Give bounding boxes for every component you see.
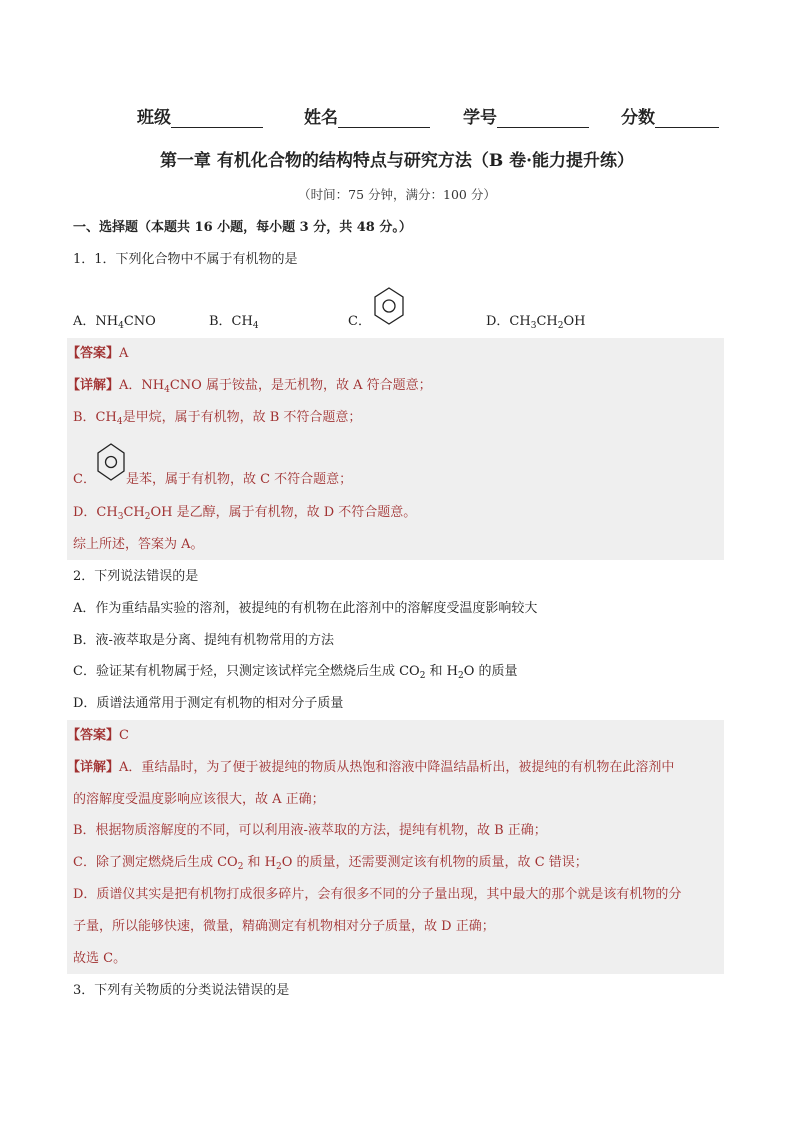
class-label: 班级	[137, 108, 171, 128]
section-heading: 一、选择题（本题共 16 小题，每小题 3 分，共 48 分。）	[73, 220, 412, 235]
class-blank[interactable]	[171, 111, 263, 128]
q2-detail-a: 【详解】A．重结晶时，为了便于被提纯的物质从热饱和溶液中降温结晶析出，被提纯的有机物在此溶剂中	[67, 760, 675, 775]
q2-detail-c: C．除了测定燃烧后生成 $CO_2$ 和 $H_2O$ 的质量，还需要测定该有机物的质量，故 C 错误；	[73, 855, 588, 872]
q1-option-d[interactable]: D．$CH_3CH_2OH$	[486, 314, 586, 331]
benzene-ring-icon-detail	[96, 442, 126, 482]
q1-detail-b: B．$CH_4$是甲烷，属于有机物，故 B 不符合题意；	[73, 410, 362, 427]
q1-stem: 1．1．下列化合物中不属于有机物的是	[73, 252, 298, 267]
name-blank[interactable]	[338, 111, 430, 128]
score-field	[621, 103, 719, 128]
class-field	[137, 103, 263, 128]
q1-option-c[interactable]: C．	[348, 314, 371, 329]
q2-answer: 【答案】C	[67, 728, 129, 743]
page-subtitle: （时间：75 分钟，满分：100 分）	[298, 187, 496, 202]
q2-detail-a-cont: 的溶解度受温度影响应该很大，故 A 正确；	[73, 792, 325, 807]
name-label: 姓名	[304, 108, 338, 128]
q2-detail-d: D．质谱仪其实是把有机物打成很多碎片，会有很多不同的分子量出现，其中最大的那个就是该有机物的分	[73, 887, 682, 902]
q2-option-d[interactable]: D．质谱法通常用于测定有机物的相对分子质量	[73, 696, 344, 711]
benzene-ring-icon	[372, 286, 406, 326]
q2-summary: 故选 C。	[73, 951, 127, 966]
score-label: 分数	[621, 108, 655, 128]
number-label: 学号	[463, 108, 497, 128]
q1-summary: 综上所述，答案为 A。	[73, 537, 204, 552]
page-title: 第一章 有机化合物的结构特点与研究方法（B 卷·能力提升练）	[159, 151, 635, 171]
q1-option-a[interactable]: A．$NH_4CNO$	[73, 314, 156, 331]
q2-option-c[interactable]: C．验证某有机物属于烃，只测定该试样完全燃烧后生成 $CO_2$ 和 $H_2O$ 的质量	[73, 664, 518, 681]
number-blank[interactable]	[497, 111, 589, 128]
q1-detail-d: D．$CH_3CH_2OH$ 是乙醇，属于有机物，故 D 不符合题意。	[73, 505, 417, 522]
q2-detail-b: B．根据物质溶解度的不同，可以利用液-液萃取的方法，提纯有机物，故 B 正确；	[73, 823, 547, 838]
q3-stem: 3．下列有关物质的分类说法错误的是	[73, 983, 290, 998]
q2-option-b[interactable]: B．液-液萃取是分离、提纯有机物常用的方法	[73, 633, 334, 648]
q1-detail-c: C． 是苯，属于有机物，故 C 不符合题意；	[73, 472, 353, 487]
q2-option-a[interactable]: A．作为重结晶实验的溶剂，被提纯的有机物在此溶剂中的溶解度受温度影响较大	[73, 601, 538, 616]
q2-detail-d-cont: 子量，所以能够快速，微量，精确测定有机物相对分子质量，故 D 正确；	[73, 919, 495, 934]
q1-detail-a: 【详解】A．$NH_4CNO$ 属于铵盐，是无机物，故 A 符合题意；	[67, 378, 432, 395]
q1-answer: 【答案】A	[67, 346, 129, 361]
score-blank[interactable]	[655, 111, 719, 128]
q1-option-b[interactable]: B．$CH_4$	[209, 314, 259, 331]
number-field	[463, 103, 589, 128]
q2-stem: 2．下列说法错误的是	[73, 569, 199, 584]
name-field	[304, 103, 430, 128]
